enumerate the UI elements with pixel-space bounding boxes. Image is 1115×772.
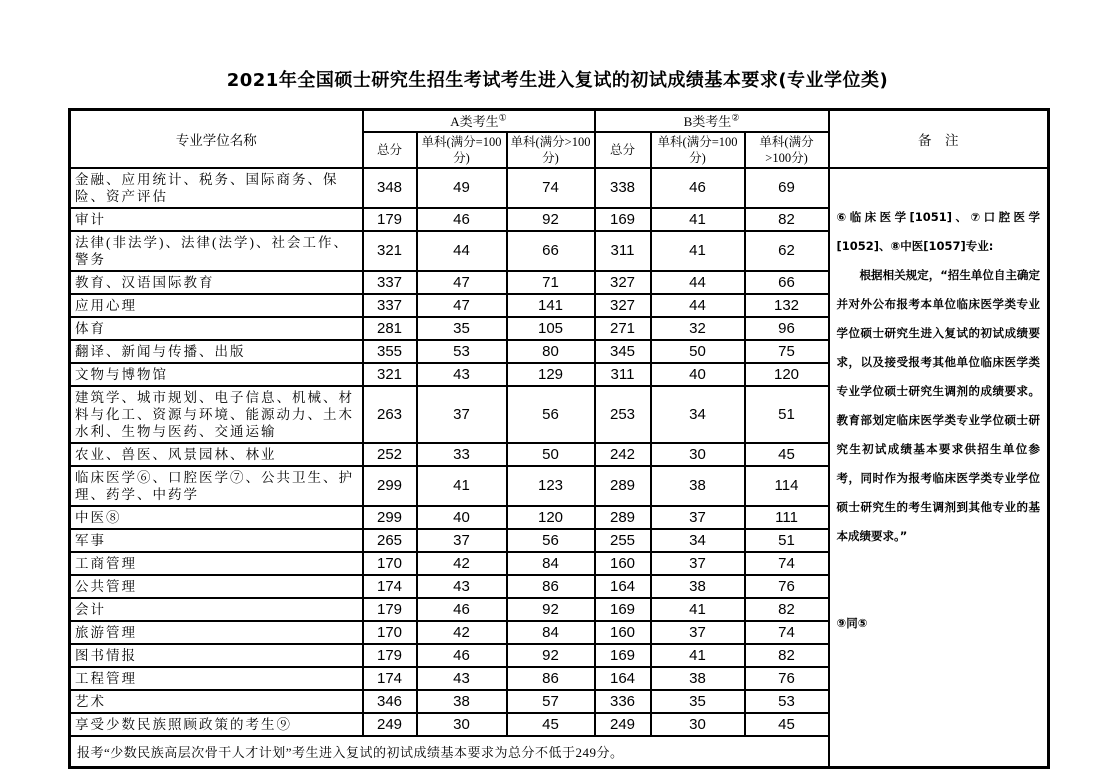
score-value: 38	[651, 667, 745, 690]
score-value: 82	[745, 208, 829, 231]
score-value: 355	[363, 340, 417, 363]
program-name: 公共管理	[70, 575, 363, 598]
score-requirements-table	[68, 108, 1050, 769]
program-name: 旅游管理	[70, 621, 363, 644]
program-name: 建筑学、城市规划、电子信息、机械、材料与化工、资源与环境、能源动力、土木水利、生物与医药、交通运输	[70, 386, 363, 443]
score-value: 169	[595, 598, 651, 621]
score-value: 46	[651, 168, 745, 208]
score-value: 46	[417, 644, 507, 667]
score-value: 252	[363, 443, 417, 466]
score-value: 170	[363, 552, 417, 575]
score-value: 53	[417, 340, 507, 363]
score-value: 66	[507, 231, 595, 271]
table-header	[70, 110, 1049, 168]
score-value: 47	[417, 294, 507, 317]
score-value: 271	[595, 317, 651, 340]
score-value: 41	[417, 466, 507, 506]
score-value: 37	[651, 621, 745, 644]
score-value: 32	[651, 317, 745, 340]
score-value: 345	[595, 340, 651, 363]
score-value: 84	[507, 621, 595, 644]
score-value: 34	[651, 529, 745, 552]
program-name: 审计	[70, 208, 363, 231]
score-value: 34	[651, 386, 745, 443]
program-name: 文物与博物馆	[70, 363, 363, 386]
score-value: 179	[363, 598, 417, 621]
score-value: 164	[595, 575, 651, 598]
program-name: 翻译、新闻与传播、出版	[70, 340, 363, 363]
score-value: 40	[651, 363, 745, 386]
score-value: 80	[507, 340, 595, 363]
remark-heading: ⑥临床医学[1051]、⑦口腔医学[1052]、⑧中医[1057]专业:	[836, 209, 1041, 253]
score-value: 160	[595, 621, 651, 644]
score-value: 33	[417, 443, 507, 466]
score-value: 321	[363, 363, 417, 386]
score-value: 242	[595, 443, 651, 466]
program-name: 会计	[70, 598, 363, 621]
col-header-b-full100: 单科(满分=100分)	[651, 132, 745, 168]
score-value: 76	[745, 575, 829, 598]
score-value: 105	[507, 317, 595, 340]
remark-note9: ⑨同⑤	[836, 615, 868, 630]
score-value: 74	[745, 621, 829, 644]
score-value: 47	[417, 271, 507, 294]
program-name: 艺术	[70, 690, 363, 713]
score-value: 56	[507, 386, 595, 443]
score-value: 321	[363, 231, 417, 271]
score-value: 96	[745, 317, 829, 340]
score-value: 164	[595, 667, 651, 690]
score-value: 120	[745, 363, 829, 386]
score-value: 327	[595, 294, 651, 317]
score-value: 263	[363, 386, 417, 443]
score-value: 338	[595, 168, 651, 208]
score-value: 75	[745, 340, 829, 363]
score-value: 42	[417, 552, 507, 575]
col-header-b-over100: 单科(满分>100分)	[745, 132, 829, 168]
table-row	[70, 168, 1049, 208]
score-value: 45	[745, 443, 829, 466]
program-name: 军事	[70, 529, 363, 552]
score-value: 37	[417, 386, 507, 443]
score-value: 346	[363, 690, 417, 713]
score-value: 74	[507, 168, 595, 208]
score-value: 174	[363, 667, 417, 690]
score-value: 253	[595, 386, 651, 443]
score-value: 37	[651, 506, 745, 529]
score-value: 281	[363, 317, 417, 340]
score-value: 38	[651, 466, 745, 506]
program-name: 农业、兽医、风景园林、林业	[70, 443, 363, 466]
score-value: 169	[595, 208, 651, 231]
col-header-group-b	[595, 110, 829, 132]
col-header-a-total: 总分	[363, 132, 417, 168]
score-value: 51	[745, 386, 829, 443]
score-value: 38	[651, 575, 745, 598]
score-value: 41	[651, 598, 745, 621]
score-value: 56	[507, 529, 595, 552]
score-value: 44	[651, 271, 745, 294]
score-value: 249	[595, 713, 651, 736]
score-value: 35	[651, 690, 745, 713]
score-value: 348	[363, 168, 417, 208]
score-value: 38	[417, 690, 507, 713]
score-value: 50	[507, 443, 595, 466]
col-header-b-total: 总分	[595, 132, 651, 168]
program-name: 临床医学⑥、口腔医学⑦、公共卫生、护理、药学、中药学	[70, 466, 363, 506]
score-value: 289	[595, 506, 651, 529]
col-header-remark: 备 注	[829, 110, 1049, 168]
score-value: 114	[745, 466, 829, 506]
score-value: 289	[595, 466, 651, 506]
score-value: 299	[363, 466, 417, 506]
score-value: 30	[417, 713, 507, 736]
program-name: 法律(非法学)、法律(法学)、社会工作、警务	[70, 231, 363, 271]
score-value: 179	[363, 208, 417, 231]
score-value: 53	[745, 690, 829, 713]
score-value: 37	[651, 552, 745, 575]
remark-cell	[829, 168, 1049, 768]
score-value: 43	[417, 575, 507, 598]
score-value: 45	[745, 713, 829, 736]
score-value: 141	[507, 294, 595, 317]
group-a-label: A类考生	[450, 114, 499, 130]
group-a-footnote-mark: ①	[498, 112, 507, 123]
score-value: 160	[595, 552, 651, 575]
score-value: 57	[507, 690, 595, 713]
score-value: 44	[651, 294, 745, 317]
score-value: 41	[651, 231, 745, 271]
remark-body: 根据相关规定，“招生单位自主确定并对外公布报考本单位临床医学类专业学位硕士研究生进入复试的初试成绩要求，以及接受报考其他单位临床医学类专业学位硕士研究生调剂的成绩要求。教育部划定临床医学类专业学位硕士研究生初试成绩基本要求供招生单位参考，同时作为报考临床医学类专业学位硕士研究生的考生调剂到其他专业的基本成绩要求。”	[836, 267, 1041, 543]
score-value: 265	[363, 529, 417, 552]
score-value: 82	[745, 644, 829, 667]
score-value: 255	[595, 529, 651, 552]
program-name: 享受少数民族照顾政策的考生⑨	[70, 713, 363, 736]
score-value: 92	[507, 208, 595, 231]
score-value: 86	[507, 667, 595, 690]
program-name: 工程管理	[70, 667, 363, 690]
score-value: 336	[595, 690, 651, 713]
score-value: 41	[651, 208, 745, 231]
score-value: 30	[651, 443, 745, 466]
score-value: 132	[745, 294, 829, 317]
program-name: 体育	[70, 317, 363, 340]
score-value: 41	[651, 644, 745, 667]
score-value: 71	[507, 271, 595, 294]
score-value: 120	[507, 506, 595, 529]
score-value: 129	[507, 363, 595, 386]
program-name: 金融、应用统计、税务、国际商务、保险、资产评估	[70, 168, 363, 208]
table-body	[70, 168, 1049, 768]
score-value: 74	[745, 552, 829, 575]
score-value: 169	[595, 644, 651, 667]
score-value: 35	[417, 317, 507, 340]
score-value: 84	[507, 552, 595, 575]
score-value: 30	[651, 713, 745, 736]
program-name: 教育、汉语国际教育	[70, 271, 363, 294]
score-value: 45	[507, 713, 595, 736]
score-value: 51	[745, 529, 829, 552]
score-value: 179	[363, 644, 417, 667]
score-value: 82	[745, 598, 829, 621]
score-value: 111	[745, 506, 829, 529]
score-value: 50	[651, 340, 745, 363]
score-value: 174	[363, 575, 417, 598]
score-value: 42	[417, 621, 507, 644]
score-value: 76	[745, 667, 829, 690]
score-value: 311	[595, 231, 651, 271]
score-value: 337	[363, 294, 417, 317]
page-title: 2021年全国硕士研究生招生考试考生进入复试的初试成绩基本要求(专业学位类)	[226, 70, 889, 91]
header-row-groups	[70, 110, 1049, 132]
program-name: 应用心理	[70, 294, 363, 317]
score-value: 92	[507, 644, 595, 667]
score-value: 43	[417, 667, 507, 690]
score-value: 66	[745, 271, 829, 294]
program-name: 中医⑧	[70, 506, 363, 529]
col-header-a-over100: 单科(满分>100分)	[507, 132, 595, 168]
score-value: 46	[417, 598, 507, 621]
score-value: 337	[363, 271, 417, 294]
score-value: 69	[745, 168, 829, 208]
footer-note: 报考“少数民族高层次骨干人才计划”考生进入复试的初试成绩基本要求为总分不低于249分。	[70, 736, 829, 768]
program-name: 图书情报	[70, 644, 363, 667]
program-name: 工商管理	[70, 552, 363, 575]
score-value: 44	[417, 231, 507, 271]
col-header-a-full100: 单科(满分=100分)	[417, 132, 507, 168]
score-value: 62	[745, 231, 829, 271]
score-value: 49	[417, 168, 507, 208]
group-b-footnote-mark: ②	[731, 112, 740, 123]
group-b-label: B类考生	[683, 114, 732, 130]
score-value: 40	[417, 506, 507, 529]
col-header-group-a	[363, 110, 595, 132]
score-value: 123	[507, 466, 595, 506]
score-value: 37	[417, 529, 507, 552]
score-value: 311	[595, 363, 651, 386]
score-value: 299	[363, 506, 417, 529]
score-value: 43	[417, 363, 507, 386]
score-value: 327	[595, 271, 651, 294]
score-value: 86	[507, 575, 595, 598]
score-value: 46	[417, 208, 507, 231]
score-value: 170	[363, 621, 417, 644]
score-value: 92	[507, 598, 595, 621]
score-value: 249	[363, 713, 417, 736]
col-header-program-name: 专业学位名称	[70, 110, 363, 168]
